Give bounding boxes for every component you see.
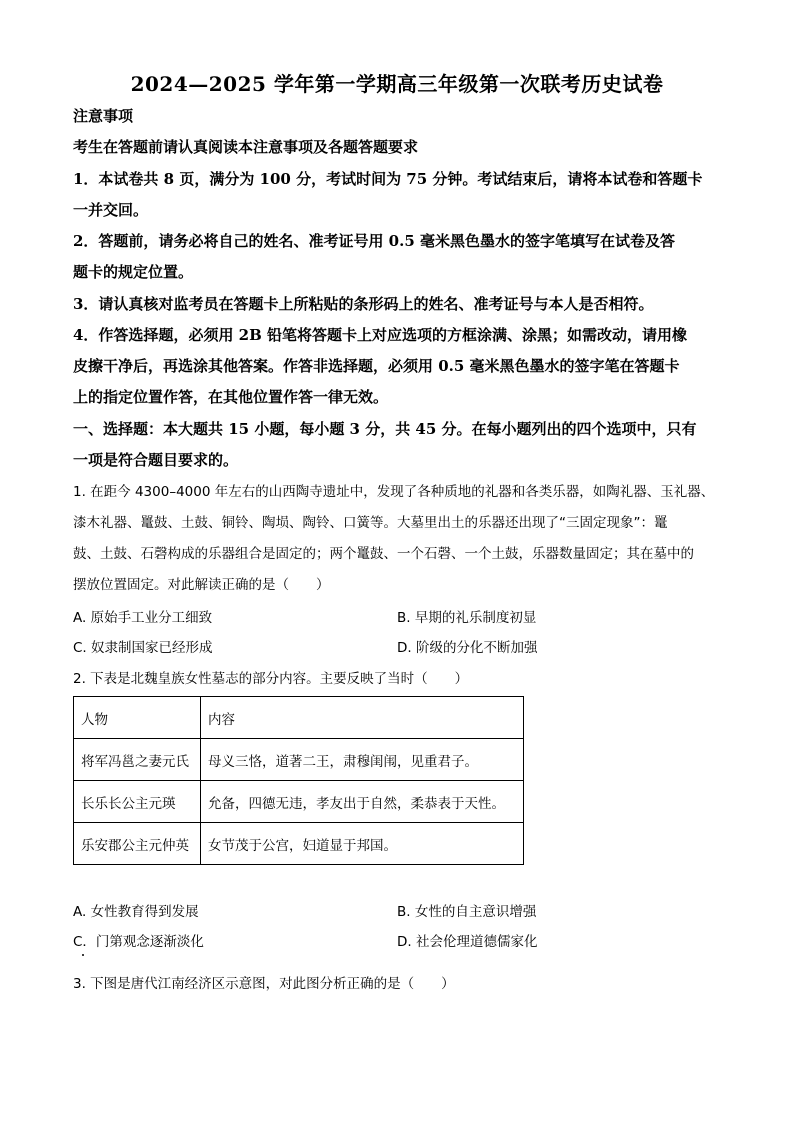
section-heading-line-1: 一、选择题：本大题共 15 小题，每小题 3 分，共 45 分。在每小题列出的四个选项中，只有 [73, 420, 697, 438]
notice-item-1-line-2: 一并交回。 [73, 201, 149, 219]
notice-item-4-line-1: 4．作答选择题，必须用 2B 铅笔将答题卡上对应选项的方框涂满、涂黑；如需改动，请用橡 [73, 326, 688, 344]
q2-stem: 2. 下表是北魏皇族女性墓志的部分内容。主要反映了当时（ ） [73, 671, 469, 687]
table-cell: 允备，四德无违，孝友出于自然，柔恭表于天性。 [201, 781, 524, 823]
q1-stem-line-1: 1. 在距今 4300–4000 年左右的山西陶寺遗址中，发现了各种质地的礼器和各类乐器，如陶礼器、玉礼器、 [73, 484, 715, 500]
table-cell: 乐安郡公主元仲英 [74, 823, 201, 865]
table-cell: 女节茂于公宫，妇道显于邦国。 [201, 823, 524, 865]
q1-option-c: C. 奴隶制国家已经形成 [73, 640, 213, 656]
table-header-cell: 内容 [201, 697, 524, 739]
q1-option-b: B. 早期的礼乐制度初显 [397, 610, 537, 626]
q1-option-d: D. 阶级的分化不断加强 [397, 640, 538, 656]
notice-item-4-line-3: 上的指定位置作答，在其他位置作答一律无效。 [73, 388, 389, 406]
q2-option-d: D. 社会伦理道德儒家化 [397, 934, 538, 950]
notice-item-4-line-2: 皮擦干净后，再选涂其他答案。作答非选择题，必须用 0.5 毫米黑色墨水的签字笔在答题卡 [73, 357, 680, 375]
table-header-cell: 人物 [74, 697, 201, 739]
notice-item-2-line-2: 题卡的规定位置。 [73, 263, 194, 281]
q1-stem-line-2: 漆木礼器、鼍鼓、土鼓、铜铃、陶埙、陶铃、口簧等。大墓里出土的乐器还出现了“三固定现象”：鼍 [73, 515, 668, 531]
section-heading-line-2: 一项是符合题目要求的。 [73, 451, 239, 469]
notice-heading: 注意事项 [73, 107, 134, 125]
notice-item-2-line-1: 2．答题前，请务必将自己的姓名、准考证号用 0.5 毫米黑色墨水的签字笔填写在试卷及答 [73, 232, 675, 250]
stray-dot [82, 954, 84, 956]
q2-option-c: C．门第观念逐渐淡化 [73, 934, 204, 950]
table-cell: 长乐长公主元瑛 [74, 781, 201, 823]
notice-item-3: 3．请认真核对监考员在答题卡上所粘贴的条形码上的姓名、准考证号与本人是否相符。 [73, 295, 654, 313]
table-cell: 将军冯邕之妻元氏 [74, 739, 201, 781]
q2-table [73, 696, 524, 865]
q1-stem-line-3: 鼓、土鼓、石磬构成的乐器组合是固定的；两个鼍鼓、一个石磬、一个土鼓，乐器数量固定；其在墓中的 [73, 546, 694, 562]
table-row [74, 823, 524, 865]
notice-item-1-line-1: 1．本试卷共 8 页，满分为 100 分，考试时间为 75 分钟。考试结束后，请将本试卷和答题卡 [73, 170, 703, 188]
q2-option-b: B. 女性的自主意识增强 [397, 904, 537, 920]
table-cell: 母义三恪，道著二王，肃穆闺闱，见重君子。 [201, 739, 524, 781]
q1-option-a: A. 原始手工业分工细致 [73, 610, 213, 626]
table-header-row [74, 697, 524, 739]
table-row [74, 739, 524, 781]
q2-option-a: A. 女性教育得到发展 [73, 904, 199, 920]
notice-intro: 考生在答题前请认真阅读本注意事项及各题答题要求 [73, 138, 419, 156]
q3-stem: 3. 下图是唐代江南经济区示意图，对此图分析正确的是（ ） [73, 976, 455, 992]
exam-title: 2024—2025 学年第一学期高三年级第一次联考历史试卷 [130, 72, 664, 96]
q1-stem-line-4: 摆放位置固定。对此解读正确的是（ ） [73, 577, 330, 593]
table-row [74, 781, 524, 823]
